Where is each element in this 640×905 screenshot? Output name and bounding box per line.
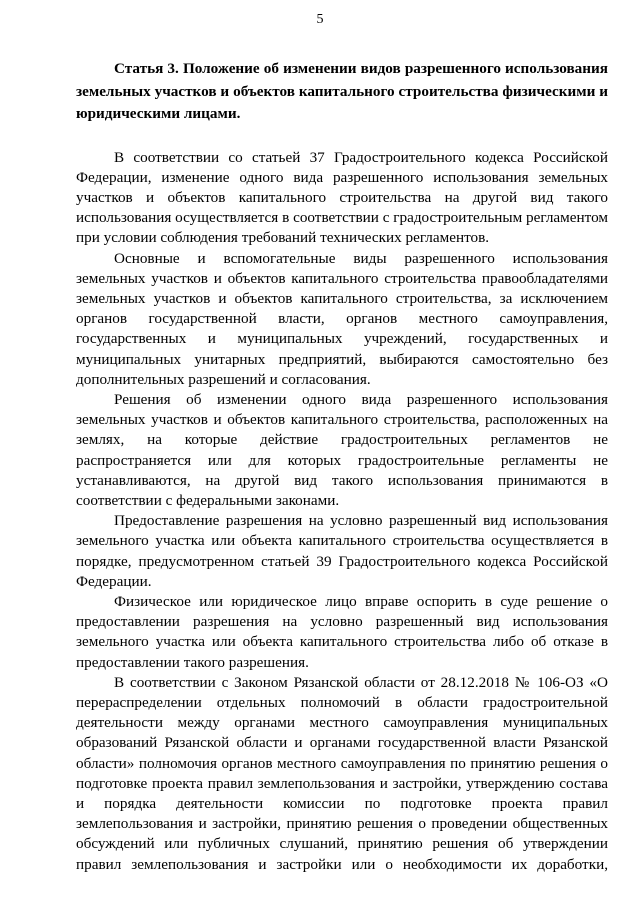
paragraph-5: Физическое или юридическое лицо вправе оспорить в суде решение о предоставлении разрешения на условно разрешенный вид использования земельного участка или объекта капитального строительства либо об отказе в предоставлении такого разрешения. xyxy=(76,592,608,671)
page-number: 5 xyxy=(316,12,324,27)
paragraph-2: Основные и вспомогательные виды разрешенного использования земельных участков и объектов капитального строительства правообладателями земельных участков и объектов капитального строительства, за исключением органов государственной власти, органов местного самоуправления, государственных и муниципальных учреждений, государственных и муниципальных унитарных предприятий, выбираются самостоятельно без дополнительных разрешений и согласования. xyxy=(76,249,608,388)
article-title: Статья 3. Положение об изменении видов разрешенного использования земельных участков и объектов капитального строительства физическими и юридическими лицами. xyxy=(76,60,608,122)
paragraph-6: В соответствии с Законом Рязанской области от 28.12.2018 № 106-ОЗ «О перераспределении отдельных полномочий в области градостроительной деятельности между органами местного самоуправления муниципальных образований Рязанской области и органами государственной власти Рязанской области» полномочия органов местного самоуправления по принятию решения о подготовке проекта правил землепользования и застройки, утверждению состава и порядка деятельности комиссии по подготовке проекта правил землепользования и застройки, принятию решения о проведении общественных обсуждений или публичных слушаний, принятию решения об утверждении правил землепользования и застройки или о необходимости их доработки, xyxy=(76,673,608,873)
paragraph-1: В соответствии со статьей 37 Градостроительного кодекса Российской Федерации, изменение одного вида разрешенного использования земельных участков и объектов капитального строительства на другой вид такого использования осуществляется в соответствии с градостроительным регламентом при условии соблюдения требований технических регламентов. xyxy=(76,148,608,247)
paragraph-4: Предоставление разрешения на условно разрешенный вид использования земельного участка или объекта капитального строительства осуществляется в порядке, предусмотренном статьей 39 Градостроительного кодекса Российской Федерации. xyxy=(76,512,608,590)
document-body xyxy=(76,58,608,875)
paragraph-3: Решения об изменении одного вида разрешенного использования земельных участков и объектов капитального строительства, расположенных на землях, на которые действие градостроительных регламентов не распространяется или для которых градостроительные регламенты не устанавливаются, на другой вид такого использования принимаются в соответствии с федеральными законами. xyxy=(76,390,608,509)
